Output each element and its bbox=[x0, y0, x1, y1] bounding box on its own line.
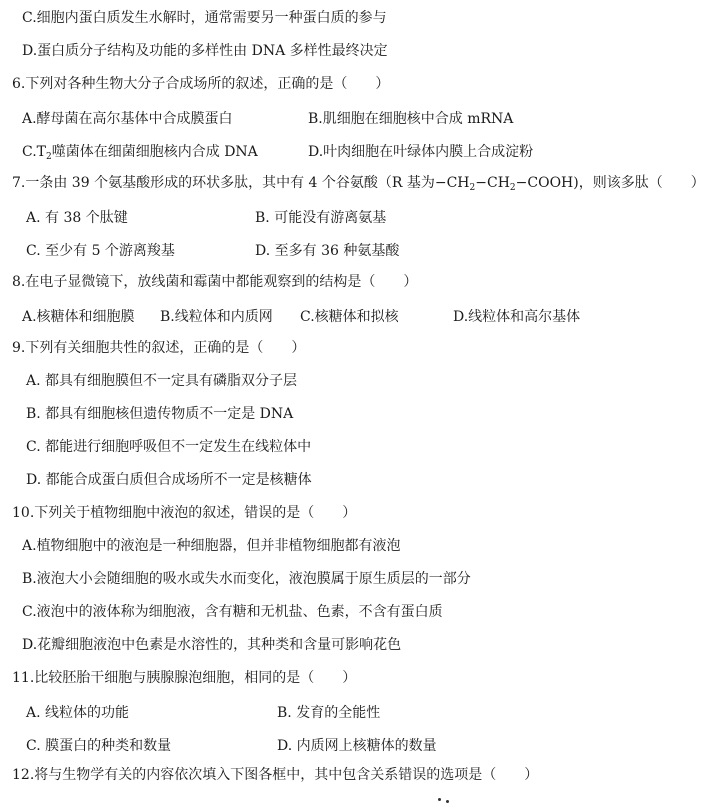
q11-option-b: B. 发育的全能性 bbox=[277, 705, 381, 721]
q8-option-d: D.线粒体和高尔基体 bbox=[453, 309, 581, 325]
q8-stem: 8.在电子显微镜下，放线菌和霉菌中都能观察到的结构是（ ） bbox=[12, 274, 418, 290]
q5-option-c: C.细胞内蛋白质发生水解时，通常需要另一种蛋白质的参与 bbox=[22, 10, 387, 26]
q10-option-d: D.花瓣细胞液泡中色素是水溶性的，其种类和含量可影响花色 bbox=[22, 637, 402, 653]
q8-option-b: B.线粒体和内质网 bbox=[160, 309, 273, 325]
q10-stem: 10.下列关于植物细胞中液泡的叙述，错误的是（ ） bbox=[12, 505, 357, 521]
q6-option-c-subscript: 2 bbox=[46, 152, 52, 162]
q11-option-c: C. 膜蛋白的种类和数量 bbox=[26, 738, 172, 754]
q5-option-d: D.蛋白质分子结构及功能的多样性由 DNA 多样性最终决定 bbox=[22, 43, 388, 59]
q6-option-d: D.叶肉细胞在叶绿体内膜上合成淀粉 bbox=[308, 144, 534, 160]
q7-stem-part-a: 7.一条由 39 个氨基酸形成的环状多肽，其中有 4 个谷氨酸（R 基为−CH bbox=[12, 175, 470, 191]
q7-option-a: A. 有 38 个肽键 bbox=[26, 210, 128, 226]
q7-stem-sub2: 2 bbox=[509, 183, 516, 193]
q6-option-c bbox=[22, 141, 258, 162]
q11-option-d: D. 内质网上核糖体的数量 bbox=[277, 738, 437, 754]
q8-option-c: C.核糖体和拟核 bbox=[300, 309, 399, 325]
q9-stem: 9.下列有关细胞共性的叙述，正确的是（ ） bbox=[12, 340, 306, 356]
q7-stem-sub1: 2 bbox=[469, 183, 476, 193]
q10-option-c: C.液泡中的液体称为细胞液，含有糖和无机盐、色素，不含有蛋白质 bbox=[22, 604, 443, 620]
scan-dot bbox=[446, 800, 449, 803]
q11-stem: 11.比较胚胎干细胞与胰腺腺泡细胞，相同的是（ ） bbox=[12, 670, 357, 686]
q6-option-a: A.酵母菌在高尔基体中合成膜蛋白 bbox=[22, 111, 233, 127]
q7-option-c: C. 至少有 5 个游离羧基 bbox=[26, 243, 175, 259]
q6-option-c-prefix: C.T bbox=[22, 144, 47, 160]
q11-option-a: A. 线粒体的功能 bbox=[26, 705, 130, 721]
q8-option-a: A.核糖体和细胞膜 bbox=[22, 309, 135, 325]
q6-option-c-rest: 噬菌体在细菌细胞核内合成 DNA bbox=[51, 144, 258, 160]
q10-option-a: A.植物细胞中的液泡是一种细胞器，但并非植物细胞都有液泡 bbox=[22, 538, 401, 554]
q6-stem: 6.下列对各种生物大分子合成场所的叙述，正确的是（ ） bbox=[12, 76, 390, 92]
q7-stem-part-b: −CH bbox=[475, 175, 510, 191]
q9-option-b: B. 都具有细胞核但遗传物质不一定是 DNA bbox=[26, 406, 294, 422]
q6-option-b: B.肌细胞在细胞核中合成 mRNA bbox=[308, 111, 514, 127]
q7-stem-part-c: −COOH)，则该多肽（ ） bbox=[515, 175, 705, 191]
q9-option-a: A. 都具有细胞膜但不一定具有磷脂双分子层 bbox=[26, 373, 298, 389]
q7-stem bbox=[12, 174, 705, 197]
scan-dot bbox=[438, 798, 441, 801]
q9-option-c: C. 都能进行细胞呼吸但不一定发生在线粒体中 bbox=[26, 439, 312, 455]
q7-option-d: D. 至多有 36 种氨基酸 bbox=[255, 243, 400, 259]
q7-option-b: B. 可能没有游离氨基 bbox=[255, 210, 387, 226]
q12-stem: 12.将与生物学有关的内容依次填入下图各框中，其中包含关系错误的选项是（ ） bbox=[12, 767, 539, 783]
q10-option-b: B.液泡大小会随细胞的吸水或失水而变化，液泡膜属于原生质层的一部分 bbox=[22, 571, 471, 587]
q9-option-d: D. 都能合成蛋白质但合成场所不一定是核糖体 bbox=[26, 472, 312, 488]
